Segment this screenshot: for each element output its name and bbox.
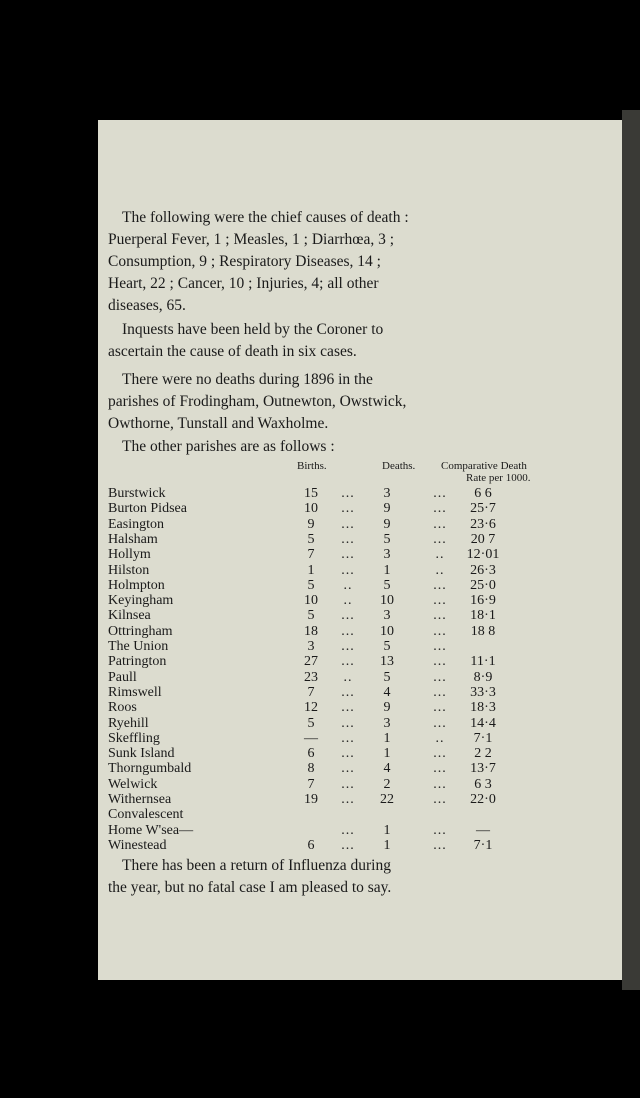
- cell-d2: ...: [433, 792, 447, 807]
- cell-d2: ...: [433, 486, 447, 501]
- cell-name: Hollym: [108, 547, 151, 563]
- cell-rate: 16·9: [470, 593, 496, 609]
- cell-rate: 12·01: [466, 547, 500, 563]
- cell-d1: ...: [341, 501, 355, 517]
- cell-rate: 18·3: [470, 700, 496, 716]
- table-row: [0, 517, 640, 533]
- cell-d2: ...: [433, 577, 447, 593]
- parishes-intro: [108, 436, 568, 458]
- cell-d1: ..: [343, 593, 353, 609]
- table-row: [0, 700, 640, 716]
- cell-name: Patrington: [108, 654, 167, 670]
- cell-d2: ...: [433, 669, 447, 685]
- cell-rate: 23·6: [470, 516, 496, 532]
- cell-d1: ...: [341, 623, 355, 639]
- cell-d1: ...: [341, 746, 355, 762]
- cell-deaths: 9: [383, 516, 391, 532]
- cell-rate: 11·1: [470, 654, 496, 670]
- table-row: [0, 608, 640, 624]
- cell-name: Ryehill: [108, 715, 149, 731]
- cell-births: 5: [307, 715, 315, 731]
- cell-rate: 6 3: [474, 776, 492, 792]
- cell-d1: ...: [341, 547, 355, 563]
- closing-paragraph: [108, 855, 568, 899]
- causes-paragraph: [108, 207, 568, 317]
- cell-d2: ...: [433, 623, 447, 639]
- cell-deaths: 2: [383, 776, 391, 792]
- cell-name: Winestead: [108, 837, 167, 853]
- cell-d1: ...: [341, 562, 355, 578]
- cell-d1: ...: [341, 761, 355, 777]
- cell-rate: 8·9: [473, 669, 493, 685]
- cell-rate: 18 8: [470, 623, 496, 639]
- text-line: Heart, 22 ; Cancer, 10 ; Injuries, 4; all other: [108, 275, 379, 292]
- cell-d1: ...: [341, 608, 355, 624]
- cell-d2: ...: [433, 593, 447, 609]
- cell-deaths: 10: [380, 593, 394, 609]
- cell-name: Easington: [108, 516, 164, 532]
- cell-d2: ...: [433, 700, 447, 716]
- cell-name: Burton Pidsea: [108, 501, 187, 517]
- cell-d1: ...: [341, 730, 355, 746]
- cell-rate: 6 6: [474, 486, 492, 501]
- cell-births: 6: [307, 837, 315, 853]
- cell-d1: ...: [341, 654, 355, 670]
- cell-d1: ...: [341, 516, 355, 532]
- cell-d2: ...: [433, 501, 447, 517]
- text-line: Consumption, 9 ; Respiratory Diseases, 14 ;: [108, 253, 381, 270]
- cell-d1: ...: [341, 700, 355, 716]
- cell-deaths: 1: [383, 822, 391, 838]
- cell-name: The Union: [108, 639, 169, 654]
- table-row: [0, 685, 640, 701]
- table-row: [0, 578, 640, 594]
- cell-births: 5: [307, 531, 315, 547]
- cell-births: 7: [307, 776, 315, 792]
- text-line: There were no deaths during 1896 in the: [122, 371, 373, 388]
- cell-births: —: [304, 730, 318, 746]
- cell-d2: ...: [433, 516, 447, 532]
- cell-d2: ...: [433, 608, 447, 624]
- cell-d1: ..: [343, 577, 353, 593]
- inquests-paragraph: [108, 319, 568, 363]
- cell-rate: 18·1: [470, 608, 496, 624]
- cell-d1: ...: [341, 715, 355, 731]
- cell-d1: ...: [341, 792, 355, 807]
- cell-name: Roos: [108, 700, 137, 716]
- cell-d2: ...: [433, 822, 447, 838]
- cell-deaths: 1: [383, 746, 391, 762]
- cell-d1: ...: [341, 639, 355, 654]
- cell-d2: ...: [433, 531, 447, 547]
- cell-name: Paull: [108, 669, 137, 685]
- text-line: ascertain the cause of death in six cases.: [108, 343, 357, 360]
- cell-d2: ...: [433, 761, 447, 777]
- cell-births: 3: [307, 639, 315, 654]
- text-line: Inquests have been held by the Coroner to: [122, 321, 384, 338]
- cell-births: 19: [304, 792, 318, 807]
- cell-rate: 25·7: [470, 501, 496, 517]
- text-line: The other parishes are as follows :: [122, 438, 335, 455]
- cell-rate: 7·1: [473, 837, 493, 853]
- deaths-header: Deaths.: [382, 460, 416, 472]
- cell-deaths: 22: [380, 792, 394, 807]
- cell-rate: 7·1: [473, 730, 493, 746]
- table-row: [0, 593, 640, 609]
- cell-rate: 2 2: [474, 746, 492, 762]
- cell-d2: ...: [433, 654, 447, 670]
- cell-rate: 25·0: [470, 577, 496, 593]
- cell-name: Withernsea: [108, 792, 172, 807]
- table-row: [0, 731, 640, 747]
- text-line: The following were the chief causes of death :: [122, 209, 409, 226]
- table-row: [0, 639, 640, 655]
- cell-d2: ..: [435, 562, 445, 578]
- cell-rate: 13·7: [470, 761, 496, 777]
- text-line: parishes of Frodingham, Outnewton, Owstwick,: [108, 393, 407, 410]
- cell-births: 5: [307, 577, 315, 593]
- cell-deaths: 1: [383, 730, 391, 746]
- table-row: [0, 761, 640, 777]
- cell-births: 1: [307, 562, 315, 578]
- table-row: [0, 624, 640, 640]
- cell-name: Keyingham: [108, 593, 174, 609]
- table-row: [0, 838, 640, 854]
- cell-deaths: 5: [383, 639, 391, 654]
- cell-d1: ...: [341, 776, 355, 792]
- cell-name: Holmpton: [108, 577, 165, 593]
- cell-deaths: 9: [383, 501, 391, 517]
- cell-births: 18: [304, 623, 318, 639]
- cell-d1: ...: [341, 837, 355, 853]
- cell-name: Kilnsea: [108, 608, 151, 624]
- cell-d1: ..: [343, 669, 353, 685]
- cell-name: Sunk Island: [108, 746, 175, 762]
- cell-name: Convalescent: [108, 807, 184, 823]
- cell-births: 27: [304, 654, 318, 670]
- cell-d2: ...: [433, 746, 447, 762]
- cell-name: Ottringham: [108, 623, 173, 639]
- cell-deaths: 4: [383, 684, 391, 700]
- text-line: the year, but no fatal case I am pleased to say.: [108, 879, 392, 896]
- table-row: [0, 716, 640, 732]
- cell-deaths: 3: [383, 547, 391, 563]
- cell-rate: 20 7: [470, 531, 496, 547]
- cell-deaths: 3: [383, 486, 391, 501]
- rate-header-line2: Rate per 1000.: [466, 472, 531, 484]
- table-row: [0, 792, 640, 808]
- text-line: There has been a return of Influenza during: [122, 857, 391, 874]
- cell-rate: 26·3: [470, 562, 496, 578]
- cell-d1: ...: [341, 486, 355, 501]
- births-header: Births.: [297, 460, 327, 472]
- cell-deaths: 10: [380, 623, 394, 639]
- table-row: [0, 777, 640, 793]
- cell-births: 10: [304, 593, 318, 609]
- cell-name: Home W'sea—: [108, 822, 194, 838]
- table-row: [0, 654, 640, 670]
- cell-d2: ..: [435, 547, 445, 563]
- table-row: [0, 670, 640, 686]
- cell-deaths: 1: [383, 562, 391, 578]
- cell-rate: 14·4: [470, 715, 496, 731]
- cell-d1: ...: [341, 822, 355, 838]
- cell-rate: 22·0: [470, 792, 496, 807]
- table-row: [0, 823, 640, 839]
- cell-births: 6: [307, 746, 315, 762]
- cell-deaths: 5: [383, 531, 391, 547]
- cell-name: Burstwick: [108, 486, 166, 501]
- text-line: Owthorne, Tunstall and Waxholme.: [108, 415, 329, 432]
- cell-name: Halsham: [108, 531, 158, 547]
- text-line: diseases, 65.: [108, 297, 186, 314]
- rate-header-line1: Comparative Death: [441, 460, 527, 472]
- cell-d1: ...: [341, 684, 355, 700]
- cell-deaths: 4: [383, 761, 391, 777]
- cell-d1: ...: [341, 531, 355, 547]
- cell-births: 10: [304, 501, 318, 517]
- cell-d2: ...: [433, 639, 447, 654]
- table-row: [0, 807, 640, 823]
- table-row: [0, 746, 640, 762]
- text-line: Puerperal Fever, 1 ; Measles, 1 ; Diarrhœa, 3 ;: [108, 231, 395, 248]
- cell-births: 7: [307, 684, 315, 700]
- table-row: [0, 547, 640, 563]
- cell-births: 7: [307, 547, 315, 563]
- cell-d2: ...: [433, 776, 447, 792]
- cell-deaths: 1: [383, 837, 391, 853]
- table-row: [0, 501, 640, 517]
- cell-d2: ...: [433, 715, 447, 731]
- cell-births: 12: [304, 700, 318, 716]
- cell-name: Rimswell: [108, 684, 162, 700]
- cell-rate: 33·3: [470, 684, 496, 700]
- cell-deaths: 5: [383, 577, 391, 593]
- cell-name: Thorngumbald: [108, 761, 192, 777]
- cell-deaths: 9: [383, 700, 391, 716]
- table-row: [0, 486, 640, 502]
- cell-rate: —: [476, 822, 490, 838]
- cell-name: Hilston: [108, 562, 150, 578]
- cell-deaths: 13: [380, 654, 394, 670]
- cell-deaths: 3: [383, 715, 391, 731]
- cell-d2: ...: [433, 837, 447, 853]
- cell-births: 8: [307, 761, 315, 777]
- cell-d2: ...: [433, 684, 447, 700]
- cell-deaths: 3: [383, 608, 391, 624]
- cell-births: 15: [304, 486, 318, 501]
- table-row: [0, 563, 640, 579]
- no-deaths-paragraph: [108, 369, 568, 435]
- cell-deaths: 5: [383, 669, 391, 685]
- cell-d2: ..: [435, 730, 445, 746]
- cell-name: Welwick: [108, 776, 158, 792]
- table-row: [0, 532, 640, 548]
- cell-name: Skeffling: [108, 730, 160, 746]
- cell-births: 23: [304, 669, 318, 685]
- cell-births: 9: [307, 516, 315, 532]
- cell-births: 5: [307, 608, 315, 624]
